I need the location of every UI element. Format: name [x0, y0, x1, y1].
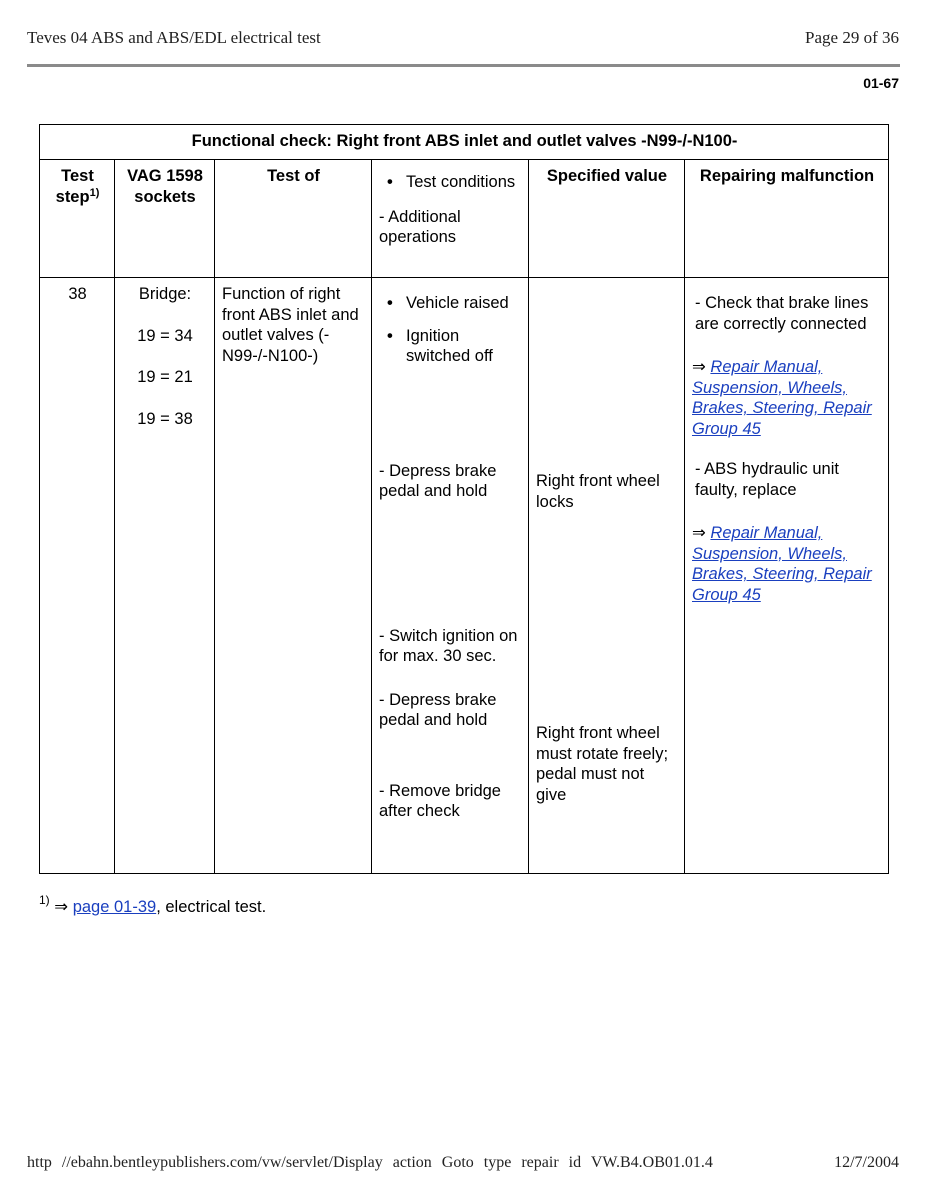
functional-check-table	[39, 124, 889, 874]
arrow-icon: ⇒	[692, 524, 706, 542]
repair-manual-link[interactable]: Repair Manual, Suspension, Wheels, Brakes, Steering, Repair Group 45	[692, 358, 872, 438]
sockets-cell	[115, 278, 215, 874]
specified-value: Right front wheel locks	[536, 472, 660, 511]
source-url: http //ebahn.bentleypublishers.com/vw/servlet/Display action Goto type repair id VW.B4.OB01.01.4	[27, 1154, 713, 1171]
test-of-cell: Function of right front ABS inlet and outlet valves (-N99-/-N100-)	[215, 278, 372, 874]
footnote-text: , electrical test.	[156, 898, 267, 916]
col-header-conditions	[372, 160, 529, 278]
operation-step: - Remove bridge after check	[379, 781, 501, 820]
arrow-icon: ⇒	[692, 358, 706, 376]
repair-action: - ABS hydraulic unit faulty, replace	[695, 460, 839, 499]
col-header-repair: Repairing malfunction	[685, 160, 889, 278]
sockets-bridge: Bridge:	[138, 285, 192, 303]
repair-link-block	[692, 357, 882, 439]
specified-cell	[529, 278, 685, 874]
col-header-specified: Specified value	[529, 160, 685, 278]
repair-manual-link[interactable]: Repair Manual, Suspension, Wheels, Brakes, Steering, Repair Group 45	[692, 524, 872, 604]
repair-action: - Check that brake lines are correctly connected	[695, 294, 869, 333]
condition-item: • Vehicle raised	[387, 294, 509, 312]
conditions-bullet-header: • Test conditions	[387, 173, 516, 191]
print-date: 12/7/2004	[834, 1154, 899, 1171]
operation-step: - Depress brake pedal and hold	[379, 461, 497, 500]
col-header-test-step	[40, 160, 115, 278]
footnote-marker: 1)	[89, 186, 100, 199]
conditions-cell	[372, 278, 529, 874]
step-cell: 38	[40, 278, 115, 874]
col-header-sockets: VAG 1598 sockets	[115, 160, 215, 278]
condition-item: • Ignition switched off	[387, 326, 493, 365]
table-row	[40, 278, 889, 874]
operation-step: - Switch ignition on for max. 30 sec.	[379, 626, 518, 665]
page-code: 01-67	[863, 75, 899, 91]
operation-step: - Depress brake pedal and hold	[379, 690, 497, 729]
specified-value: Right front wheel must rotate freely; pedal must not give	[536, 724, 669, 804]
condition-text: Vehicle raised	[406, 294, 509, 312]
sockets-value: 19 = 38	[137, 409, 193, 428]
footnote-marker: 1)	[39, 893, 50, 907]
table-title: Functional check: Right front ABS inlet and outlet valves -N99-/-N100-	[40, 125, 889, 160]
document-title: Teves 04 ABS and ABS/EDL electrical test	[27, 28, 321, 47]
col-header-test-of: Test of	[215, 160, 372, 278]
col-header-test-step-label: Test step	[55, 167, 94, 206]
header-divider	[27, 64, 900, 67]
sockets-value: 19 = 34	[137, 326, 193, 345]
repair-cell	[685, 278, 889, 874]
condition-text: Ignition switched off	[406, 326, 493, 365]
col-header-additional: - Additional operations	[379, 207, 461, 246]
sockets-value: 19 = 21	[137, 368, 193, 386]
footnote	[39, 893, 267, 917]
footnote-page-link[interactable]: page 01-39	[72, 898, 157, 916]
arrow-icon: ⇒	[54, 898, 69, 916]
repair-link-block	[692, 523, 882, 605]
col-header-conditions-label: Test conditions	[406, 173, 516, 191]
page-indicator: Page 29 of 36	[805, 28, 899, 47]
